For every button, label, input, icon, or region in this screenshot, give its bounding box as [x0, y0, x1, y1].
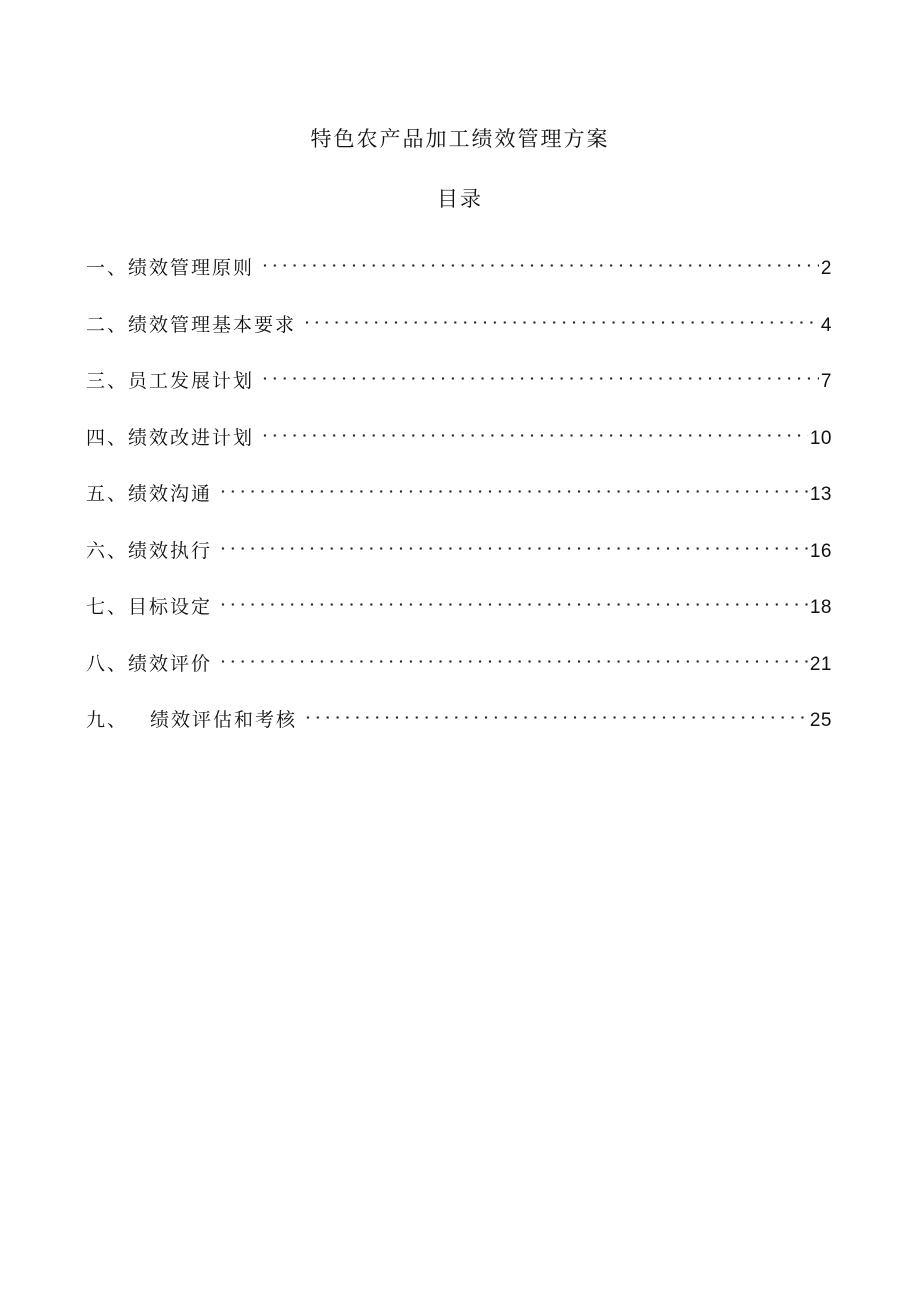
document-title: 特色农产品加工绩效管理方案: [310, 127, 610, 151]
toc-entry-number: 五、: [86, 483, 129, 505]
table-of-contents: [86, 240, 832, 749]
dot-leader: [218, 579, 808, 613]
toc-entry-page: 25: [809, 710, 832, 731]
toc-entry-title: 绩效改进计划: [128, 426, 255, 449]
toc-entry-number: 六、: [86, 539, 129, 562]
toc-entry-page: 21: [809, 653, 832, 675]
toc-entry-4[interactable]: [86, 410, 832, 467]
toc-entry-3[interactable]: [86, 353, 832, 410]
toc-heading: 目录: [437, 187, 483, 211]
toc-entry-number: 九、: [86, 709, 129, 731]
toc-entry-title: 绩效管理基本要求: [128, 313, 297, 336]
toc-entry-8[interactable]: [86, 636, 832, 693]
toc-entry-title: 绩效管理原则: [128, 257, 255, 279]
toc-entry-number: 八、: [86, 652, 129, 675]
dot-leader: [218, 636, 808, 670]
toc-entry-number: 一、: [86, 257, 129, 279]
toc-entry-page: 10: [809, 427, 832, 449]
toc-entry-1[interactable]: [86, 240, 832, 297]
toc-entry-page: 7: [820, 371, 832, 392]
dot-leader: [302, 297, 819, 331]
toc-entry-2[interactable]: [86, 297, 832, 354]
toc-entry-7[interactable]: [86, 579, 832, 636]
toc-entry-number: 四、: [86, 426, 129, 449]
toc-entry-5[interactable]: [86, 466, 832, 523]
toc-entry-page: 2: [820, 258, 832, 279]
toc-entry-6[interactable]: [86, 523, 832, 580]
dot-leader: [260, 240, 819, 274]
dot-leader: [218, 523, 808, 557]
toc-entry-page: 4: [820, 314, 832, 336]
toc-entry-page: 16: [809, 540, 832, 562]
toc-entry-title: 员工发展计划: [128, 370, 255, 392]
dot-leader: [218, 466, 808, 500]
toc-entry-number: 七、: [86, 596, 129, 618]
toc-entry-9[interactable]: [86, 692, 832, 749]
dot-leader: [260, 353, 819, 387]
toc-entry-title: 绩效沟通: [128, 483, 213, 505]
toc-entry-page: 13: [809, 484, 832, 505]
toc-entry-number: 三、: [86, 370, 129, 392]
toc-entry-title: 绩效评价: [128, 652, 213, 675]
toc-entry-title: 绩效执行: [128, 539, 213, 562]
toc-entry-title: 绩效评估和考核: [150, 709, 298, 731]
dot-leader: [303, 692, 808, 726]
toc-entry-title: 目标设定: [128, 596, 213, 618]
dot-leader: [260, 410, 808, 444]
toc-entry-number: 二、: [86, 313, 129, 336]
toc-entry-page: 18: [809, 597, 832, 618]
